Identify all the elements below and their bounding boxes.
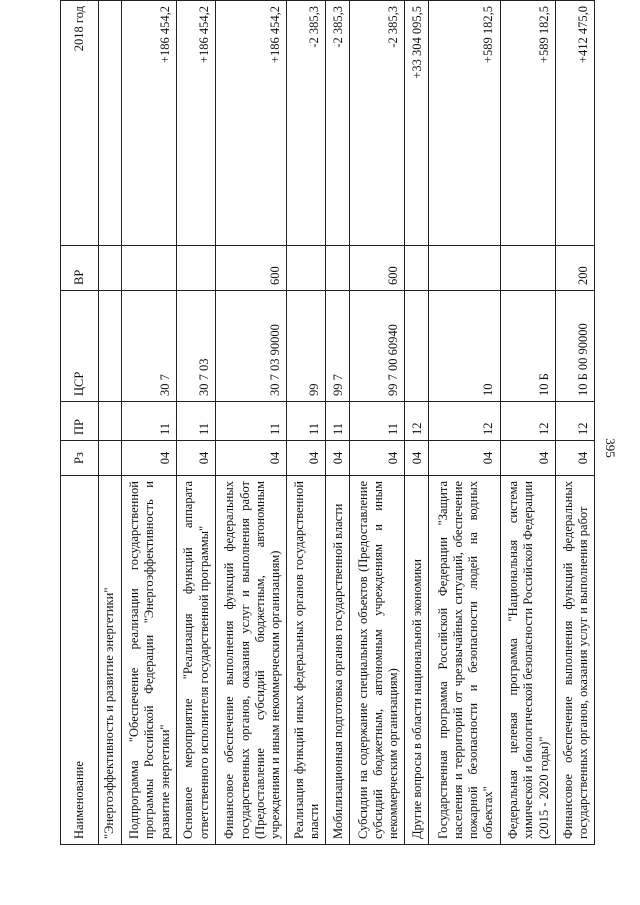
table-row — [215, 1, 287, 845]
cell-rz: 04 — [555, 441, 594, 476]
cell-rz: 04 — [215, 441, 287, 476]
table-row — [121, 1, 176, 845]
table-row — [555, 1, 594, 845]
cell-pr: 11 — [326, 402, 350, 441]
table-header-row — [61, 1, 99, 845]
cell-rz: 04 — [429, 441, 501, 476]
cell-csr — [99, 291, 122, 402]
table-row — [500, 1, 555, 845]
cell-pr: 12 — [555, 402, 594, 441]
cell-name: Основное мероприятие "Реализация функций аппарата ответственного исполнителя государственной программы" — [176, 476, 215, 845]
cell-name: Финансовое обеспечение выполнения функций федеральных государственных органов, оказания услуг и выполнения работ — [555, 476, 594, 845]
cell-vr — [121, 246, 176, 291]
cell-csr: 99 7 — [326, 291, 350, 402]
cell-name: Финансовое обеспечение выполнения функций федеральных государственных органов, оказания услуг и выполнения работ (Предоставление субсидий бюджетным, автономным учреждениям и иным некоммерческим организациям) — [215, 476, 287, 845]
table-row — [429, 1, 501, 845]
cell-csr: 30 7 03 — [176, 291, 215, 402]
cell-rz: 04 — [326, 441, 350, 476]
cell-csr: 10 Б 00 90000 — [555, 291, 594, 402]
cell-sum: +412 475,0 — [555, 1, 594, 246]
cell-vr — [429, 246, 501, 291]
cell-sum — [99, 1, 122, 246]
cell-pr: 11 — [350, 402, 405, 441]
cell-csr — [405, 291, 429, 402]
cell-csr: 99 — [287, 291, 326, 402]
table-row — [326, 1, 350, 845]
cell-sum: -2 385,3 — [350, 1, 405, 246]
cell-csr: 99 7 00 60940 — [350, 291, 405, 402]
cell-pr: 12 — [429, 402, 501, 441]
header-csr: ЦСР — [61, 291, 99, 402]
cell-name: Государственная программа Российской Федерации "Защита населения и территорий от чрезвычайных ситуаций, обеспечение пожарной безопасности и безопасности людей на водных объектах" — [429, 476, 501, 845]
cell-rz: 04 — [121, 441, 176, 476]
cell-sum: -2 385,3 — [326, 1, 350, 246]
table-row — [99, 1, 122, 845]
cell-csr: 10 Б — [500, 291, 555, 402]
header-year: 2018 год — [61, 1, 99, 246]
rotated-page-content — [60, 0, 595, 845]
cell-vr: 600 — [350, 246, 405, 291]
cell-sum: +186 454,2 — [176, 1, 215, 246]
cell-name: Реализация функций иных федеральных органов государственной власти — [287, 476, 326, 845]
cell-vr: 200 — [555, 246, 594, 291]
cell-rz — [99, 441, 122, 476]
cell-csr: 30 7 03 90000 — [215, 291, 287, 402]
cell-vr — [176, 246, 215, 291]
cell-csr: 10 — [429, 291, 501, 402]
cell-name: Другие вопросы в области национальной экономики — [405, 476, 429, 845]
header-vr: ВР — [61, 246, 99, 291]
cell-vr — [287, 246, 326, 291]
cell-rz: 04 — [405, 441, 429, 476]
cell-name: Федеральная целевая программа "Национальная система химической и биологической безопасности Российской Федерации (2015 - 2020 годы)" — [500, 476, 555, 845]
cell-pr — [99, 402, 122, 441]
header-name: Наименование — [61, 476, 99, 845]
table-row — [405, 1, 429, 845]
table-row — [350, 1, 405, 845]
cell-pr: 11 — [176, 402, 215, 441]
budget-table — [60, 0, 595, 845]
header-rz: Рз — [61, 441, 99, 476]
cell-pr: 11 — [121, 402, 176, 441]
cell-pr: 11 — [287, 402, 326, 441]
cell-sum: +33 304 095,5 — [405, 1, 429, 246]
cell-sum: +589 182,5 — [429, 1, 501, 246]
cell-name: Субсидии на содержание специальных объектов (Предоставление субсидий бюджетным, автономным учреждениям и иным некоммерческим организациям) — [350, 476, 405, 845]
cell-sum: +186 454,2 — [121, 1, 176, 246]
cell-vr — [99, 246, 122, 291]
cell-sum: -2 385,3 — [287, 1, 326, 246]
cell-vr — [405, 246, 429, 291]
cell-csr: 30 7 — [121, 291, 176, 402]
table-row — [176, 1, 215, 845]
cell-name: "Энергоэффективность и развитие энергетики" — [99, 476, 122, 845]
cell-name: Мобилизационная подготовка органов государственной власти — [326, 476, 350, 845]
cell-rz: 04 — [287, 441, 326, 476]
cell-vr — [500, 246, 555, 291]
cell-rz: 04 — [176, 441, 215, 476]
cell-rz: 04 — [350, 441, 405, 476]
cell-sum: +186 454,2 — [215, 1, 287, 246]
cell-name: Подпрограмма "Обеспечение реализации государственной программы Российской Федерации "Энергоэффективность и развитие энергетики" — [121, 476, 176, 845]
table-row — [287, 1, 326, 845]
cell-sum: +589 182,5 — [500, 1, 555, 246]
cell-pr: 12 — [405, 402, 429, 441]
header-pr: ПР — [61, 402, 99, 441]
cell-vr — [326, 246, 350, 291]
page-number: 395 — [603, 438, 618, 458]
cell-rz: 04 — [500, 441, 555, 476]
table-body — [99, 1, 595, 845]
cell-pr: 11 — [215, 402, 287, 441]
cell-pr: 12 — [500, 402, 555, 441]
cell-vr: 600 — [215, 246, 287, 291]
